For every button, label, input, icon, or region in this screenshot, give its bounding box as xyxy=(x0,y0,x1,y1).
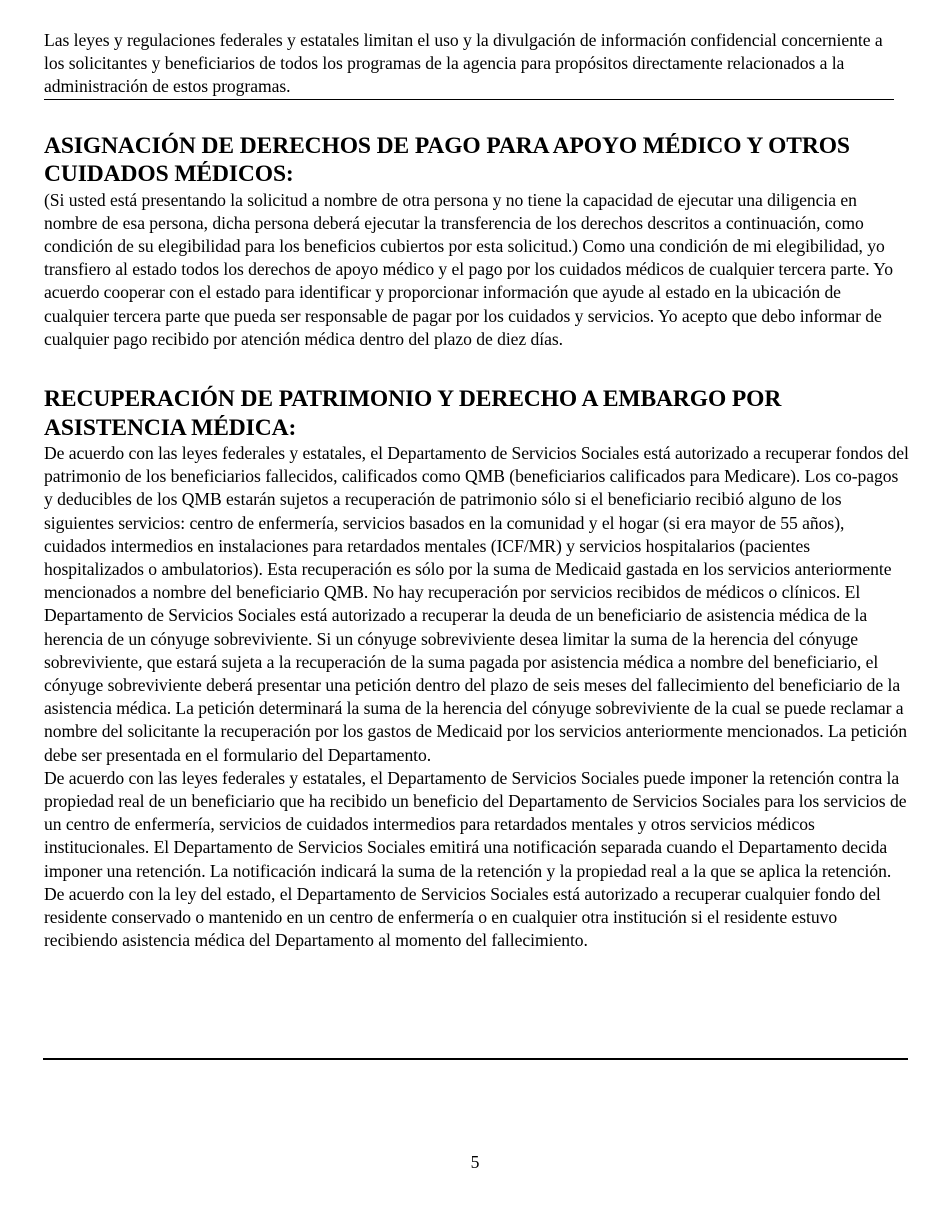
lien-paragraph: De acuerdo con las leyes federales y estatales, el Departamento de Servicios Sociales puede imponer la retención contra la propiedad real de un beneficiario que ha recibido un beneficio del Departamento de Servicios Sociales para los servicios de un centro de enfermería, servicios de cuidados intermedios para retardados mentales y otros servicios médicos institucionales. El Departamento de Servicios Sociales emitirá una notificación separada cuando el Departamento decida imponer una retención. La notificación indicará la suma de la retención y la propiedad real a la que se aplica la retención. xyxy=(44,767,907,881)
section-title-payment-rights: ASIGNACIÓN DE DERECHOS DE PAGO PARA APOYO MÉDICO Y OTROS CUIDADOS MÉDICOS: xyxy=(44,132,850,188)
resident-funds-paragraph: De acuerdo con la ley del estado, el Departamento de Servicios Sociales está autorizado a recuperar cualquier fondo del residente conservado o mantenido en un centro de enfermería o en cualquier otra institución si el residente estuvo recibiendo asistencia médica del Departamento al momento del fallecimiento. xyxy=(44,883,881,951)
payment-rights-paragraph: (Si usted está presentando la solicitud a nombre de otra persona y no tiene la capacidad de ejecutar una diligencia en nombre de esa persona, dicha persona deberá ejecutar la transferencia de los derechos descritos a continuación, como condición de su elegibilidad para los beneficios cubiertos por esta solicitud.) Como una condición de mi elegibilidad, yo transfiero al estado todos los derechos de apoyo médico y el pago por los cuidados médicos de cualquier tercera parte. Yo acuerdo cooperar con el estado para identificar y proporcionar información que ayude al estado en la ubicación de cualquier tercera parte que pueda ser responsable de pagar por los cuidados y servicios. Yo acepto que debo informar de cualquier pago recibido por atención médica dentro del plazo de diez días. xyxy=(44,189,893,349)
page-number: 5 xyxy=(470,1152,480,1172)
bottom-divider xyxy=(43,1058,908,1060)
estate-recovery-paragraph: De acuerdo con las leyes federales y estatales, el Departamento de Servicios Sociales está autorizado a recuperar fondos del patrimonio de los beneficiarios fallecidos, calificados como QMB (beneficiarios calificados para Medicare). Los co-pagos y deducibles de los QMB estarán sujetos a recuperación de patrimonio sólo si el beneficiario recibió alguno de los siguientes servicios: centro de enfermería, servicios basados en la comunidad y el hogar (si era mayor de 55 años), cuidados intermedios en instalaciones para retardados mentales (ICF/MR) y servicios hospitalarios (pacientes hospitalizados o ambulatorios). Esta recuperación es sólo por la suma de Medicaid gastada en los servicios anteriormente mencionados a nombre del beneficiario QMB. No hay recuperación por servicios recibidos de médicos o clínicos. El Departamento de Servicios Sociales está autorizado a recuperar la deuda de un beneficiario de asistencia médica de la herencia de un cónyuge sobreviviente. Si un cónyuge sobreviviente desea limitar la suma de la herencia del cónyuge sobreviviente, que estará sujeta a la recuperación de la suma pagada por asistencia médica a nombre del beneficiario, el cónyuge sobreviviente deberá presentar una petición dentro del plazo de seis meses del fallecimiento del beneficiario de la asistencia médica. La petición determinará la suma de la herencia del cónyuge sobreviviente de la cual se puede reclamar a nombre del solicitante la recuperación por los gastos de Medicaid por los servicios anteriormente mencionados. La petición debe ser presentada en el formulario del Departamento. xyxy=(44,443,909,765)
document-page xyxy=(44,29,910,953)
section-title-estate-recovery: RECUPERACIÓN DE PATRIMONIO Y DERECHO A EMBARGO POR ASISTENCIA MÉDICA: xyxy=(44,386,782,441)
confidentiality-paragraph: Las leyes y regulaciones federales y estatales limitan el uso y la divulgación de información confidencial concerniente a los solicitantes y beneficiarios de todos los programas de la agencia para propósitos directamente relacionados a la administración de estos programas. xyxy=(44,29,894,100)
